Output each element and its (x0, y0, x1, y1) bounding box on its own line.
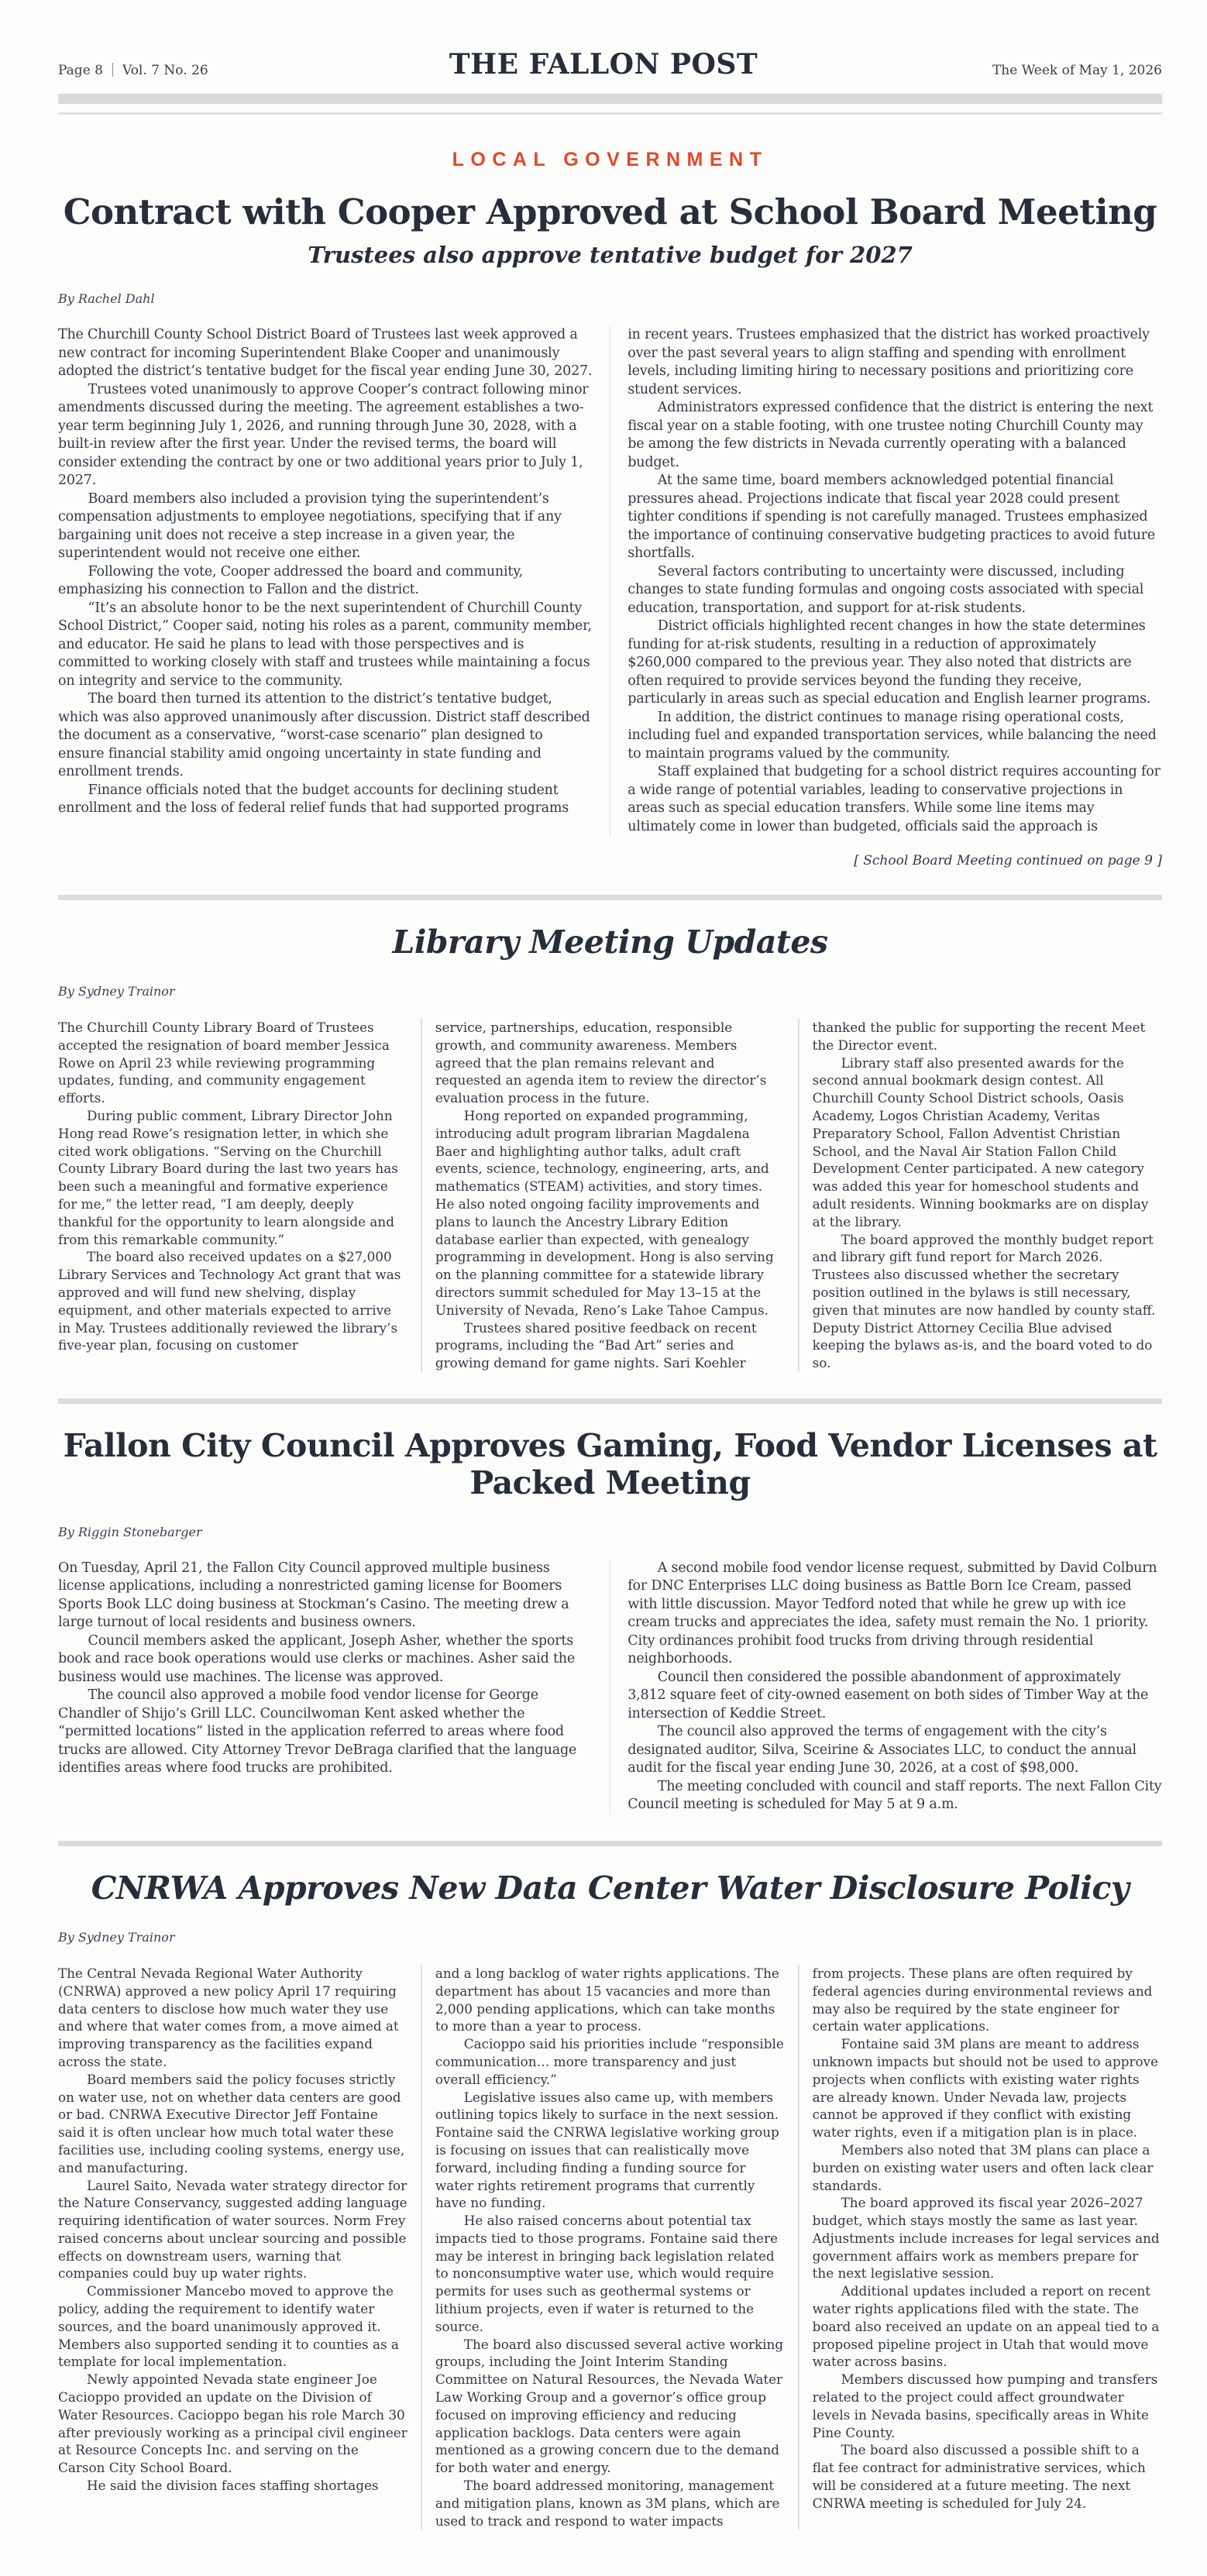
byline: By Sydney Trainor (58, 1929, 175, 1945)
article-city-council (58, 1427, 1162, 1814)
body-paragraph: District officials highlighted recent changes in how the state determines funding for at-risk students, resulting in a reduction of approximately $260,000 compared to the previous year. They also noted that districts are often required to provide services beyond the funding they receive, particularly in areas such as special education and English learner programs. (628, 618, 1151, 707)
body-paragraph: The board approved the monthly budget report and library gift fund report for March 2026. Trustees also discussed whether the secretary position outlined in the bylaws is still necessary, given that minutes are now handled by county staff. Deputy District Attorney Cecilia Blue advised keeping the bylaws as-is, and the board voted to do so. (812, 1231, 1156, 1371)
body-paragraph: thanked the public for supporting the recent Meet the Director event. (812, 1020, 1146, 1053)
body-paragraph: and a long backlog of water rights applications. The department has about 15 vacancies and more than 2,000 pending applications, which can take months to more than a year to process. (435, 1965, 779, 2034)
body-paragraph: Library staff also presented awards for the second annual bookmark design contest. All Churchill County School District schools, Oasis Academy, Logos Christian Academy, Veritas Preparatory School, Fallon Adventist Christian School, and the Naval Air Station Fallon Child Development Center participated. A new category was added this year for homeschool students and adult residents. Winning bookmarks are on display at the library. (812, 1054, 1149, 1230)
article-divider (58, 1398, 1162, 1404)
body-paragraph: Members also noted that 3M plans can place a burden on existing water users and often lack clear standards. (812, 2141, 1154, 2193)
article-columns (58, 326, 1162, 836)
article-column (435, 1965, 785, 2530)
body-paragraph: in recent years. Trustees emphasized that the district has worked proactively over the past several years to align staffing and spending with enrollment levels, including limiting hiring to necessary positions and prioritizing core student services. (628, 327, 1150, 397)
body-paragraph: Board members also included a provision tying the superintendent’s compensation adjustments to employee negotiations, specifying that if any bargaining unit does not receive a step increase in a given year, the superintendent would not receive one either. (58, 490, 562, 561)
body-paragraph: from projects. These plans are often required by federal agencies during environmental reviews and may also be required by the state engineer for certain water applications. (812, 1965, 1153, 2034)
body-paragraph: The Central Nevada Regional Water Authority (CNRWA) approved a new policy April 17 requiring data centers to disclose how much water they use and where that water comes from, a move aimed at improving transparency as the facilities expand across the state. (58, 1965, 399, 2069)
body-paragraph: Council then considered the possible abandonment of approximately 3,812 square feet of city-owned easement on both sides of Timber Way at the intersection of Keddie Street. (628, 1669, 1149, 1721)
body-paragraph: Newly appointed Nevada state engineer Joe Cacioppo provided an update on the Division of Water Resources. Cacioppo began his role March 30 after previously working as a principal civil engineer at Resource Concepts Inc. and serving on the Carson City School Board. (58, 2371, 407, 2476)
body-paragraph: The meeting concluded with council and staff reports. The next Fallon City Council meeting is scheduled for May 5 at 9 a.m. (628, 1778, 1162, 1813)
header-rule-thick (58, 94, 1162, 104)
body-paragraph: He said the division faces staffing shortages (86, 2478, 379, 2494)
article-headline: Contract with Cooper Approved at School Board Meeting (63, 191, 1157, 232)
body-paragraph: In addition, the district continues to manage rising operational costs, including fuel and expanded transportation services, while balancing the need to maintain programs valued by the community. (628, 709, 1157, 762)
article-column (813, 1019, 1162, 1372)
body-paragraph: service, partnerships, education, responsible growth, and community awareness. Members agreed that the plan remains relevant and requested an agenda item to review the director’s evaluation process in the future. (435, 1020, 767, 1106)
body-paragraph: Staff explained that budgeting for a school district requires accounting for a wide range of potential variables, leading to conservative projections in areas such as special education transfers. While some line items may ultimately come in lower than budgeted, officials said the approach is (628, 764, 1161, 834)
body-paragraph: The board also discussed a possible shift to a flat fee contract for administrative services, which will be considered at a future meeting. The next CNRWA meeting is scheduled for July 24. (812, 2442, 1146, 2511)
body-paragraph: Finance officials noted that the budget accounts for declining student enrollment and the loss of federal relief funds that had supported programs (58, 782, 569, 816)
body-paragraph: The board also discussed several active working groups, including the Joint Interim Standing Committee on Natural Resources, the Nevada Water Law Working Group and a governor’s office group focused on improving efficiency and reducing application backlogs. Data centers were again mentioned as a growing concern due to the demand for both water and energy. (435, 2336, 784, 2476)
column-rule (421, 1019, 422, 1372)
article-divider (58, 1841, 1162, 1846)
column-rule (421, 1965, 422, 2530)
byline: By Riggin Stonebarger (58, 1524, 202, 1539)
column-rule (798, 1965, 800, 2530)
continuation-note: [ School Board Meeting continued on page 9 ] (854, 853, 1162, 868)
volume-number: Vol. 7 No. 26 (122, 63, 208, 78)
body-paragraph: Trustees voted unanimously to approve Cooper’s contract following minor amendments discussed during the meeting. The agreement establishes a two-year term beginning July 1, 2026, and running through June 30, 2028, with a built-in review after the first year. Under the revised terms, the board will consider extending the contract by one or two additional years prior to July 1, 2027. (58, 381, 589, 488)
body-paragraph: Laurel Saito, Nevada water strategy director for the Nature Conservancy, suggested adding language requiring identification of water sources. Norm Frey raised concerns about unclear sourcing and possible effects on downstream users, warning that companies could buy up water rights. (58, 2177, 407, 2282)
body-paragraph: The board then turned its attention to the district’s tentative budget, which was also approved unanimously after discussion. District staff described the document as a conservative, “worst-case scenario” plan designed to ensure financial stability amid ongoing uncertainty in state funding and enrollment trends. (58, 691, 590, 779)
body-paragraph: On Tuesday, April 21, the Fallon City Council approved multiple business license applications, including a nonrestricted gaming license for Boomers Sports Book LLC doing business at Stockman’s Casino. The meeting drew a large turnout of local residents and business owners. (58, 1560, 569, 1631)
page-number: Page 8 (58, 63, 103, 78)
body-paragraph: Board members said the policy focuses strictly on water use, not on whether data centers are good or bad. CNRWA Executive Director Jeff Fontaine said it is often unclear how much total water these facilities use, including cooling systems, energy use, and manufacturing. (58, 2071, 405, 2175)
article-columns (58, 1560, 1162, 1814)
article-column (58, 326, 593, 836)
body-paragraph: Following the vote, Cooper addressed the board and community, emphasizing his connection to Fallon and the district. (58, 563, 523, 597)
article-headline: CNRWA Approves New Data Center Water Disclosure Policy (91, 1869, 1130, 1907)
byline: By Sydney Trainor (58, 984, 175, 999)
section-label: LOCAL GOVERNMENT (452, 149, 769, 170)
body-paragraph: Cacioppo said his priorities include “responsible communication… more transparency and just overall efficiency.” (435, 2036, 784, 2087)
body-paragraph: The council also approved a mobile food vendor license for George Chandler of Shijo’s Grill LLC. Councilwoman Kent asked whether the “permitted locations” listed in the application referred to areas where food trucks are allowed. City Attorney Trevor DeBraga clarified that the language identifies areas where food trucks are prohibited. (58, 1687, 577, 1776)
body-paragraph: Several factors contributing to uncertainty were discussed, including changes to state funding formulas and ongoing costs associated with special education, transportation, and support for at-risk students. (628, 563, 1144, 616)
body-paragraph: During public comment, Library Director John Hong read Rowe’s resignation letter, in which she cited work obligations. “Serving on the Churchill County Library Board during the last two years has been such a meaningful and formative experience for me,” the letter read, “I am deeply, deeply thankful for the opportunity to learn alongside and from this remarkable community.” (58, 1107, 398, 1247)
body-paragraph: The board addressed monitoring, management and mitigation plans, known as 3M plans, which are used to track and respond to water impacts (435, 2478, 780, 2529)
article-column (435, 1019, 785, 1372)
body-paragraph: Hong reported on expanded programming, introducing adult program librarian Magdalena Baer and highlighting author talks, adult craft events, science, technology, engineering, arts, and mathematics (STEAM) activities, and story times. He also noted ongoing facility improvements and plans to launch the Ancestry Library Edition database earlier than expected, with genealogy programming in development. Hong is also serving on the planning committee for a statewide library directors summit scheduled for May 13–15 at the University of Nevada, Reno’s Lake Tahoe Campus. (435, 1107, 774, 1318)
body-paragraph: Fontaine said 3M plans are meant to address unknown impacts but should not be used to approve projects when conflicts with existing water rights are already known. Under Nevada law, projects cannot be approved if they conflict with existing water rights, even if a mitigation plan is in place. (812, 2036, 1159, 2141)
page-header (58, 48, 1162, 81)
body-paragraph: He also raised concerns about potential tax impacts tied to those programs. Fontaine said there may be interest in bringing back legislation related to nonconsumptive water use, which would require permits for uses such as geothermal systems or lithium projects, even if water is returned to the source. (435, 2213, 778, 2334)
column-rule (798, 1019, 800, 1372)
article-column (58, 1019, 407, 1372)
body-paragraph: The Churchill County School District Board of Trustees last week approved a new contract for incoming Superintendent Blake Cooper and unanimously adopted the district’s tentative budget for the fiscal year ending June 30, 2027. (58, 327, 593, 379)
body-paragraph: At the same time, board members acknowledged potential financial pressures ahead. Projections indicate that fiscal year 2028 could present tighter conditions if spending is not carefully managed. Trustees emphasized the importance of continuing conservative budgeting practices to avoid future shortfalls. (628, 473, 1156, 561)
article-column (58, 1965, 407, 2530)
body-paragraph: Members discussed how pumping and transfers related to the project could affect groundwater levels in Nevada basins, specifically areas in White Pine County. (812, 2371, 1158, 2440)
header-rule-thin (58, 112, 1162, 115)
body-paragraph: Commissioner Mancebo moved to approve the policy, adding the requirement to identify water sources, and the board unanimously approved it. Members also supported sending it to counties as a template for local implementation. (58, 2283, 399, 2370)
body-paragraph: Trustees shared positive feedback on recent programs, including the “Bad Art” series and growing demand for game nights. Sari Koehler (435, 1319, 757, 1371)
article-headline: Library Meeting Updates (392, 923, 828, 961)
body-paragraph: “It’s an absolute honor to be the next superintendent of Churchill County School District,” Cooper said, noting his roles as a parent, community member, and educator. He said he plans to lead with those perspectives and is committed to working closely with staff and trustees while maintaining a focus on integrity and service to the community. (58, 600, 592, 689)
issue-date: The Week of May 1, 2026 (992, 63, 1162, 78)
body-paragraph: The board approved its fiscal year 2026–2027 budget, which stays mostly the same as last year. Adjustments include increases for legal services and government affairs work as members prepare for the next legislative session. (812, 2195, 1160, 2282)
article-column (628, 326, 1162, 836)
article-column (628, 1560, 1162, 1814)
column-rule (610, 1560, 611, 1814)
article-columns (58, 1965, 1162, 2530)
body-paragraph: The Churchill County Library Board of Trustees accepted the resignation of board member Jessica Rowe on April 23 while reviewing programming updates, funding, and community engagement efforts. (58, 1020, 390, 1106)
byline: By Rachel Dahl (58, 291, 155, 306)
body-paragraph: The council also approved the terms of engagement with the city’s designated auditor, Silva, Sceirine & Associates LLC, to conduct the annual audit for the fiscal year ending June 30, 2026, at a cost of $98,000. (628, 1724, 1137, 1776)
article-school-board (58, 191, 1162, 868)
article-library (58, 923, 1162, 1372)
body-paragraph: Council members asked the applicant, Joseph Asher, whether the sports book and race book operations would use clerks or machines. Asher said the business would use machines. The license was approved. (58, 1632, 576, 1685)
article-columns (58, 1019, 1162, 1372)
body-paragraph: Additional updates included a report on recent water rights applications filed with the state. The board also received an update on an appeal tied to a proposed pipeline project in Utah that would move water across basins. (812, 2283, 1160, 2370)
column-rule (610, 326, 611, 836)
body-paragraph: Administrators expressed confidence that the district is entering the next fiscal year on a stable footing, with one trustee noting Churchill County may be among the few districts in Nevada currently operating with a balanced budget. (628, 400, 1154, 470)
article-cnrwa (58, 1869, 1162, 2530)
body-paragraph: The board also received updates on a $27,000 Library Services and Technology Act grant that was approved and will fund new shelving, display equipment, and other materials expected to arrive in May. Trustees additionally reviewed the library’s five-year plan, focusing on customer (58, 1249, 401, 1353)
body-paragraph: Legislative issues also came up, with members outlining topics likely to surface in the next session. Fontaine said the CNRWA legislative working group is focusing on issues that can realistically move forward, including finding a funding source for water rights retirement programs that currently have no funding. (435, 2089, 779, 2211)
article-headline: Fallon City Council Approves Gaming, Food Vendor Licenses at Packed Meeting (63, 1426, 1157, 1501)
article-column (58, 1560, 593, 1814)
article-subhead: Trustees also approve tentative budget for 2027 (308, 242, 913, 268)
article-divider (58, 895, 1162, 900)
body-paragraph: A second mobile food vendor license request, submitted by David Colburn for DNC Enterprises LLC doing business as Battle Born Ice Cream, passed with little discussion. Mayor Tedford noted that while he grew up with ice cream trucks and appreciates the idea, safety must remain the No. 1 priority. City ordinances prohibit food trucks from driving through residential neighborhoods. (628, 1560, 1157, 1667)
article-column (813, 1965, 1162, 2530)
masthead-title: THE FALLON POST (449, 48, 758, 81)
